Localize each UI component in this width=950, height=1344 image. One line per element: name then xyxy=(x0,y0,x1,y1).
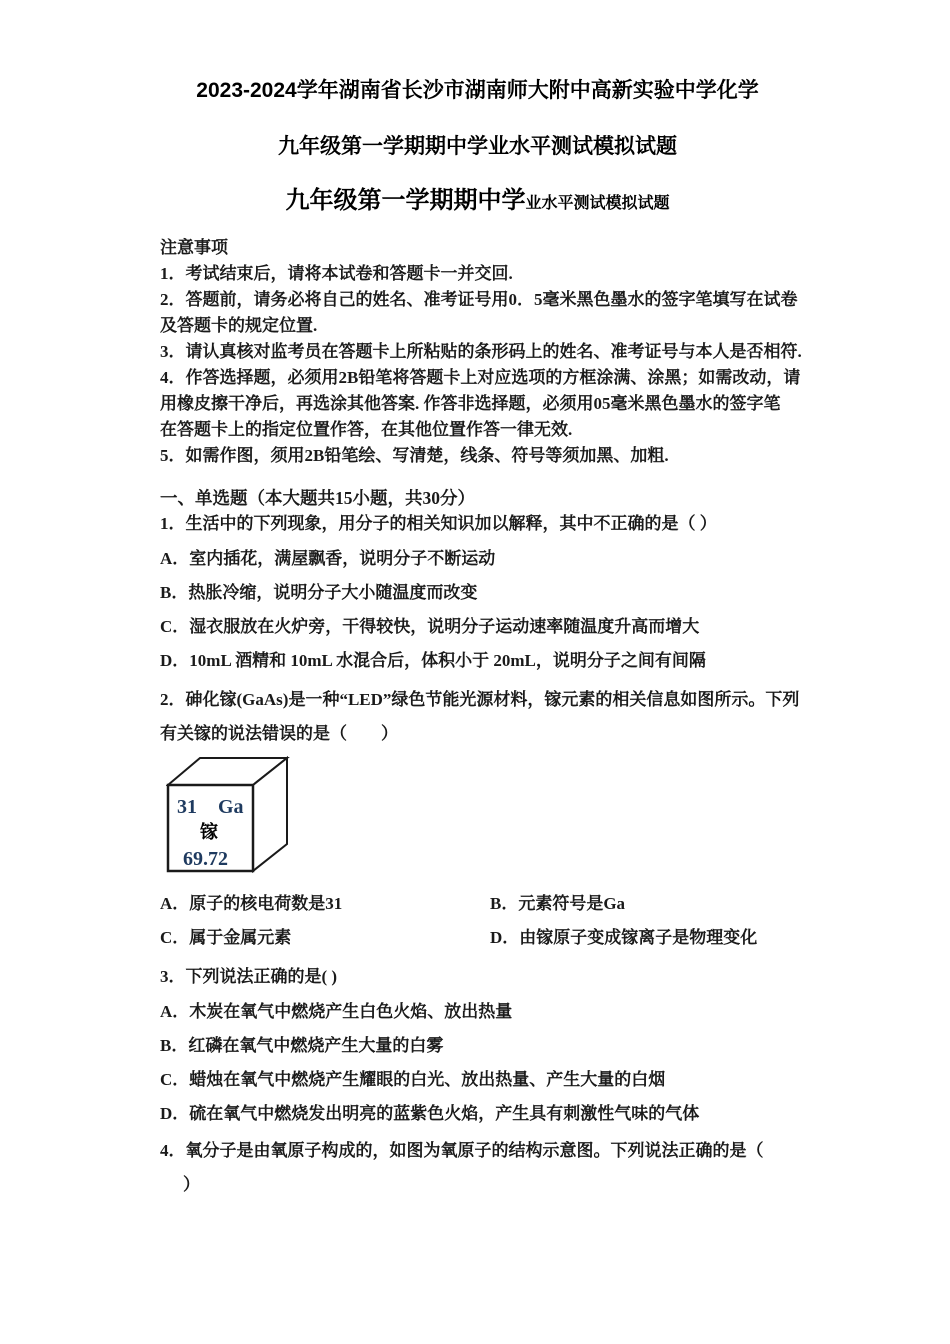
element-cube-drawing xyxy=(166,755,292,875)
question-3-option-d: D．硫在氧气中燃烧发出明亮的蓝紫色火焰，产生具有刺激性气味的气体 xyxy=(160,1104,700,1123)
notice-line: 1．考试结束后，请将本试卷和答题卡一并交回. xyxy=(160,264,513,283)
question-2-option-c: C．属于金属元素 xyxy=(160,928,292,947)
question-1-option-a: A．室内插花，满屋飘香，说明分子不断运动 xyxy=(160,549,496,568)
gallium-element-cube-figure xyxy=(166,755,795,880)
question-1-option-b: B．热胀冷缩，说明分子大小随温度而改变 xyxy=(160,583,478,602)
question-2-stem-line2: 有关镓的说法错误的是（ ） xyxy=(160,724,398,743)
notice-line: 及答题卡的规定位置. xyxy=(160,316,318,335)
question-2-options-grid xyxy=(160,892,795,950)
question-3-option-c: C．蜡烛在氧气中燃烧产生耀眼的白光、放出热量、产生大量的白烟 xyxy=(160,1070,666,1089)
notice-line: 在答题卡上的指定位置作答，在其他位置作答一律无效. xyxy=(160,420,573,439)
question-2-stem-line1: 2．砷化镓(GaAs)是一种“LED”绿色节能光源材料，镓元素的相关信息如图所示。下列 xyxy=(160,690,800,709)
notice-line: 4．作答选择题，必须用2B铅笔将答题卡上对应选项的方框涂满、涂黑；如需改动，请 xyxy=(160,368,801,387)
element-atomic-number: 31 xyxy=(177,796,197,818)
paper-title-line3-big: 九年级第一学期期中学 xyxy=(285,187,526,214)
question-2-option-b: B．元素符号是Ga xyxy=(490,894,626,913)
paper-title-line1: 2023-2024学年湖南省长沙市湖南师大附中高新实验中学化学 xyxy=(196,79,759,102)
notice-line: 2．答题前，请务必将自己的姓名、准考证号用0．5毫米黑色墨水的签字笔填写在试卷 xyxy=(160,290,798,309)
question-3-option-a: A．木炭在氧气中燃烧产生白色火焰、放出热量 xyxy=(160,1002,513,1021)
question-2-option-a: A．原子的核电荷数是31 xyxy=(160,894,343,913)
notice-line: 用橡皮擦干净后，再选涂其他答案. 作答非选择题，必须用05毫米黑色墨水的签字笔 xyxy=(160,394,781,413)
paper-title-line3-small: 业水平测试模拟试题 xyxy=(525,195,670,212)
question-4-stem-line1: 4．氧分子是由氧原子构成的，如图为氧原子的结构示意图。下列说法正确的是（ xyxy=(160,1141,764,1160)
element-atomic-mass: 69.72 xyxy=(183,848,228,870)
question-1-stem: 1．生活中的下列现象，用分子的相关知识加以解释，其中不正确的是（ ） xyxy=(160,514,717,533)
notice-line: 5．如需作图，须用2B铅笔绘、写清楚，线条、符号等须加黑、加粗. xyxy=(160,446,669,465)
section-title-single-choice: 一、单选题（本大题共15小题，共30分） xyxy=(160,488,475,508)
question-3-option-b: B．红磷在氧气中燃烧产生大量的白雾 xyxy=(160,1036,444,1055)
notice-line: 3．请认真核对监考员在答题卡上所粘贴的条形码上的姓名、准考证号与本人是否相符. xyxy=(160,342,802,361)
notice-heading: 注意事项 xyxy=(160,238,228,257)
paper-title-line2: 九年级第一学期期中学业水平测试模拟试题 xyxy=(278,135,677,158)
paper-title-line3 xyxy=(160,186,795,219)
question-1-option-d: D．10mL 酒精和 10mL 水混合后，体积小于 20mL，说明分子之间有间隔 xyxy=(160,651,706,670)
element-symbol: Ga xyxy=(218,796,244,818)
question-2-option-d: D．由镓原子变成镓离子是物理变化 xyxy=(490,928,758,947)
question-1-option-c: C．湿衣服放在火炉旁，干得较快，说明分子运动速率随温度升高而增大 xyxy=(160,617,700,636)
element-name: 镓 xyxy=(200,822,218,842)
question-4-stem-line2: ） xyxy=(183,1175,200,1194)
question-3-stem: 3．下列说法正确的是( ) xyxy=(160,967,338,986)
